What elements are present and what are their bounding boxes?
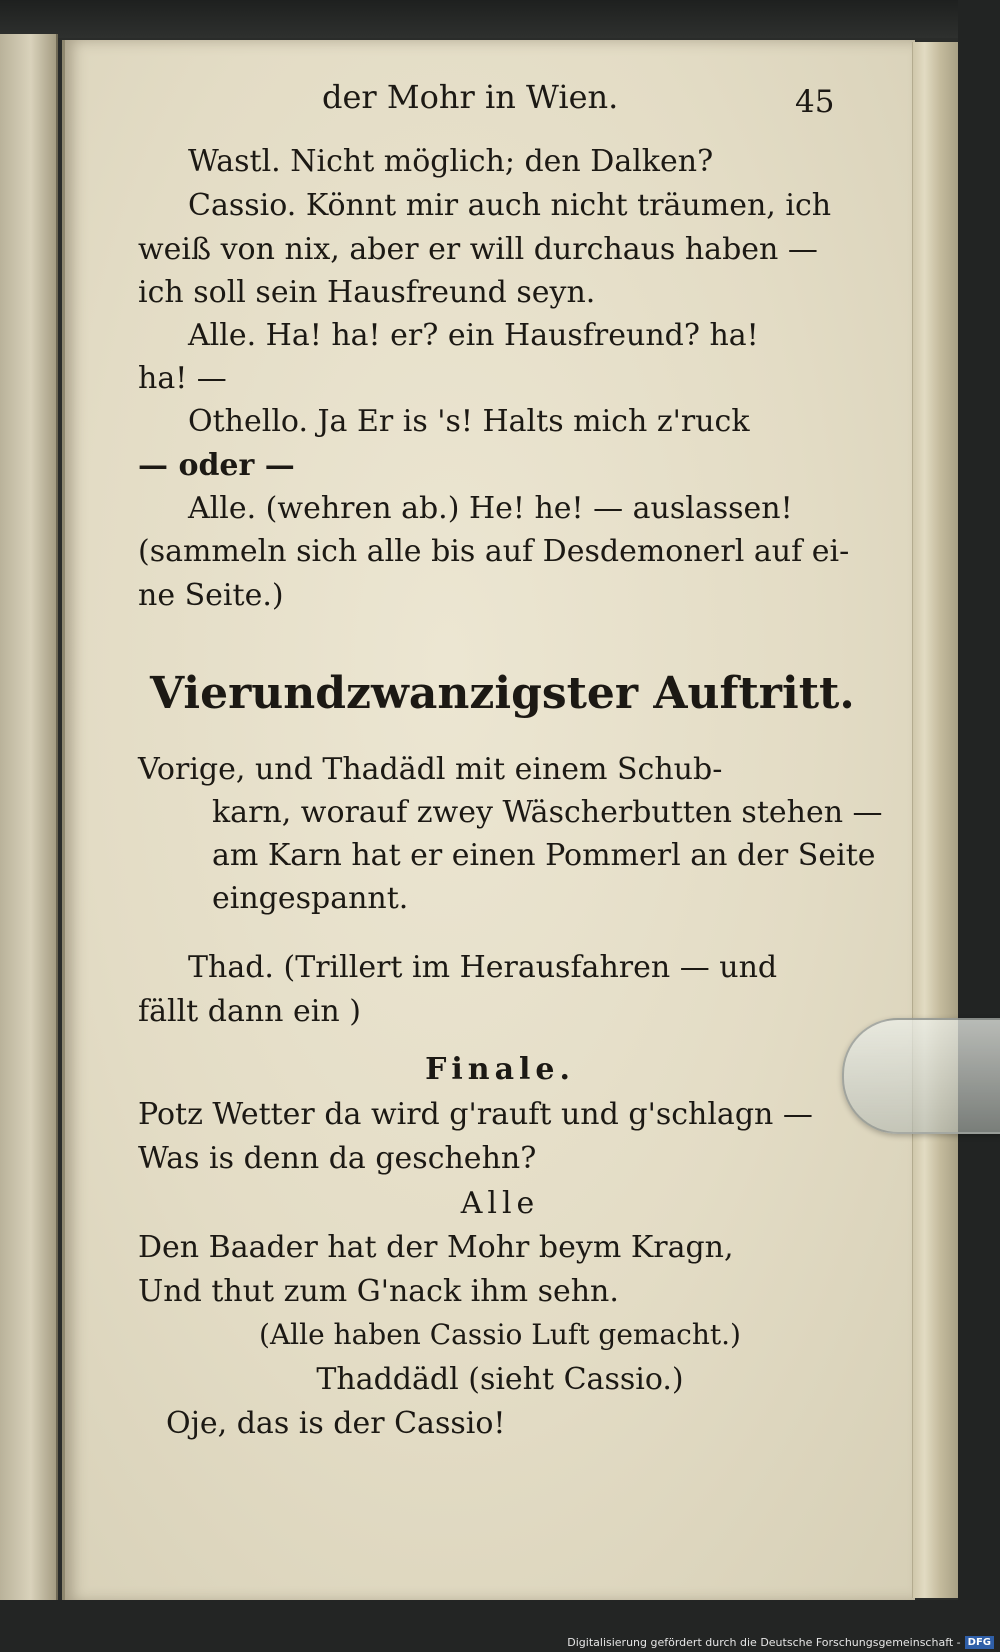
credit-text: Digitalisierung gefördert durch die Deutsche Forschungsgemeinschaft - xyxy=(567,1636,961,1649)
scene-heading: Vierundzwanzigster Auftritt. xyxy=(150,668,855,719)
song-line: Und thut zum G'nack ihm sehn. xyxy=(138,1274,619,1309)
page-clip xyxy=(842,1018,1000,1134)
stage-direction-line: Vorige, und Thadädl mit einem Schub- xyxy=(138,752,723,787)
text-line: Alle. Ha! ha! er? ein Hausfreund? ha! xyxy=(188,318,759,353)
text-line: Oje, das is der Cassio! xyxy=(166,1406,506,1441)
speaker-label: Thaddädl (sieht Cassio.) xyxy=(316,1362,684,1397)
text-line: Cassio. Könnt mir auch nicht träumen, ich xyxy=(188,188,832,223)
stage-direction-line: am Karn hat er einen Pommerl an der Seite xyxy=(212,838,876,873)
text-line: Othello. Ja Er is 's! Halts mich z'ruck xyxy=(188,404,750,439)
page-number: 45 xyxy=(795,84,835,120)
song-line: Potz Wetter da wird g'rauft und g'schlagn — xyxy=(138,1097,813,1132)
speaker-label: Alle xyxy=(460,1186,540,1221)
digitization-credit xyxy=(567,1636,994,1649)
text-line: ich soll sein Hausfreund seyn. xyxy=(138,275,596,310)
scan-background-top xyxy=(0,0,1000,38)
song-line: Den Baader hat der Mohr beym Kragn, xyxy=(138,1230,734,1265)
text-line: — oder — xyxy=(138,448,295,483)
text-line: Thad. (Trillert im Herausfahren — und xyxy=(188,950,778,985)
running-header: der Mohr in Wien. xyxy=(322,78,619,116)
scan-background-right xyxy=(958,0,1000,1652)
text-line: Wastl. Nicht möglich; den Dalken? xyxy=(188,144,714,179)
song-line: Was is denn da geschehn? xyxy=(138,1141,537,1176)
stage-direction-line: karn, worauf zwey Wäscherbutten stehen — xyxy=(212,795,883,830)
finale-label: Finale. xyxy=(425,1052,575,1087)
text-line: Alle. (wehren ab.) He! he! — auslassen! xyxy=(188,491,793,526)
stage-direction: (Alle haben Cassio Luft gemacht.) xyxy=(259,1318,741,1351)
dfg-logo: DFG xyxy=(965,1636,994,1649)
text-line: ha! — xyxy=(138,361,227,396)
text-line: fällt dann ein ) xyxy=(138,994,361,1029)
text-line: (sammeln sich alle bis auf Desdemonerl auf ei- xyxy=(138,534,850,569)
text-line: weiß von nix, aber er will durchaus haben — xyxy=(138,232,818,267)
stage-direction-line: eingespannt. xyxy=(212,881,409,916)
text-line: ne Seite.) xyxy=(138,578,284,613)
